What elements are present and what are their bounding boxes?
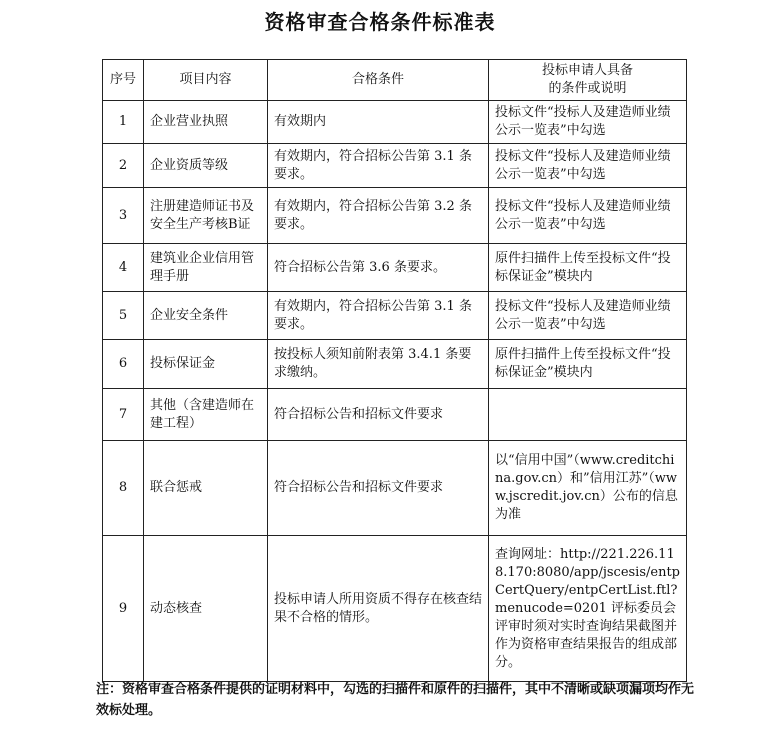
row-item: 动态核查 (144, 536, 268, 682)
row-item: 企业营业执照 (144, 101, 268, 144)
row-note: 投标文件“投标人及建造师业绩公示一览表”中勾选 (489, 101, 687, 144)
header-note-line1: 投标申请人具备 (541, 63, 633, 78)
row-num: 7 (103, 389, 144, 441)
header-item: 项目内容 (144, 60, 268, 101)
table-row (103, 188, 687, 244)
row-condition: 符合招标公告第 3.6 条要求。 (268, 244, 489, 292)
table-row (103, 441, 687, 536)
row-item: 注册建造师证书及安全生产考核B证 (144, 188, 268, 244)
row-item: 联合惩戒 (144, 441, 268, 536)
row-num: 9 (103, 536, 144, 682)
page-title: 资格审查合格条件标准表 (264, 10, 496, 34)
row-note: 原件扫描件上传至投标文件“投标保证金”模块内 (489, 340, 687, 389)
header-cond: 合格条件 (268, 60, 489, 101)
table-row (103, 244, 687, 292)
row-num: 8 (103, 441, 144, 536)
row-num: 4 (103, 244, 144, 292)
header-note (489, 60, 687, 101)
row-note: 投标文件“投标人及建造师业绩公示一览表”中勾选 (489, 188, 687, 244)
row-condition: 有效期内 (268, 101, 489, 144)
row-condition: 有效期内，符合招标公告第 3.2 条要求。 (268, 188, 489, 244)
row-note: 投标文件“投标人及建造师业绩公示一览表”中勾选 (489, 292, 687, 340)
row-num: 2 (103, 144, 144, 188)
table-row (103, 144, 687, 188)
footnote: 注：资格审查合格条件提供的证明材料中，勾选的扫描件和原件的扫描件，其中不清晰或缺项漏项均作无效标处理。 (96, 682, 695, 718)
row-num: 6 (103, 340, 144, 389)
row-item: 企业安全条件 (144, 292, 268, 340)
row-note: 投标文件“投标人及建造师业绩公示一览表”中勾选 (489, 144, 687, 188)
table-row (103, 389, 687, 441)
table-row (103, 340, 687, 389)
row-item: 其他（含建造师在建工程） (144, 389, 268, 441)
row-note (489, 389, 687, 441)
row-note: 以“信用中国”（www.creditchina.gov.cn）和”信用江苏”（www.jscredit.jov.cn）公布的信息为准 (489, 441, 687, 536)
header-num: 序号 (103, 60, 144, 101)
row-note: 查询网址：http://221.226.118.170:8080/app/jscesis/entpCertQuery/entpCertList.ftl?menucode=0201 评标委员会评审时须对实时查询结果截图并作为资格审查结果报告的组成部分。 (489, 536, 687, 682)
row-condition: 投标申请人所用资质不得存在核查结果不合格的情形。 (268, 536, 489, 682)
row-condition: 有效期内，符合招标公告第 3.1 条要求。 (268, 144, 489, 188)
row-item: 建筑业企业信用管理手册 (144, 244, 268, 292)
header-note-line2: 的条件或说明 (548, 81, 627, 96)
row-condition: 符合招标公告和招标文件要求 (268, 389, 489, 441)
row-item: 企业资质等级 (144, 144, 268, 188)
qualification-table (102, 59, 687, 682)
row-num: 1 (103, 101, 144, 144)
row-num: 5 (103, 292, 144, 340)
row-condition: 符合招标公告和招标文件要求 (268, 441, 489, 536)
table-row (103, 101, 687, 144)
table-row (103, 292, 687, 340)
row-item: 投标保证金 (144, 340, 268, 389)
table-row (103, 536, 687, 682)
row-num: 3 (103, 188, 144, 244)
row-condition: 有效期内，符合招标公告第 3.1 条要求。 (268, 292, 489, 340)
row-note: 原件扫描件上传至投标文件“投标保证金”模块内 (489, 244, 687, 292)
header-row (103, 60, 687, 101)
row-condition: 按投标人须知前附表第 3.4.1 条要求缴纳。 (268, 340, 489, 389)
